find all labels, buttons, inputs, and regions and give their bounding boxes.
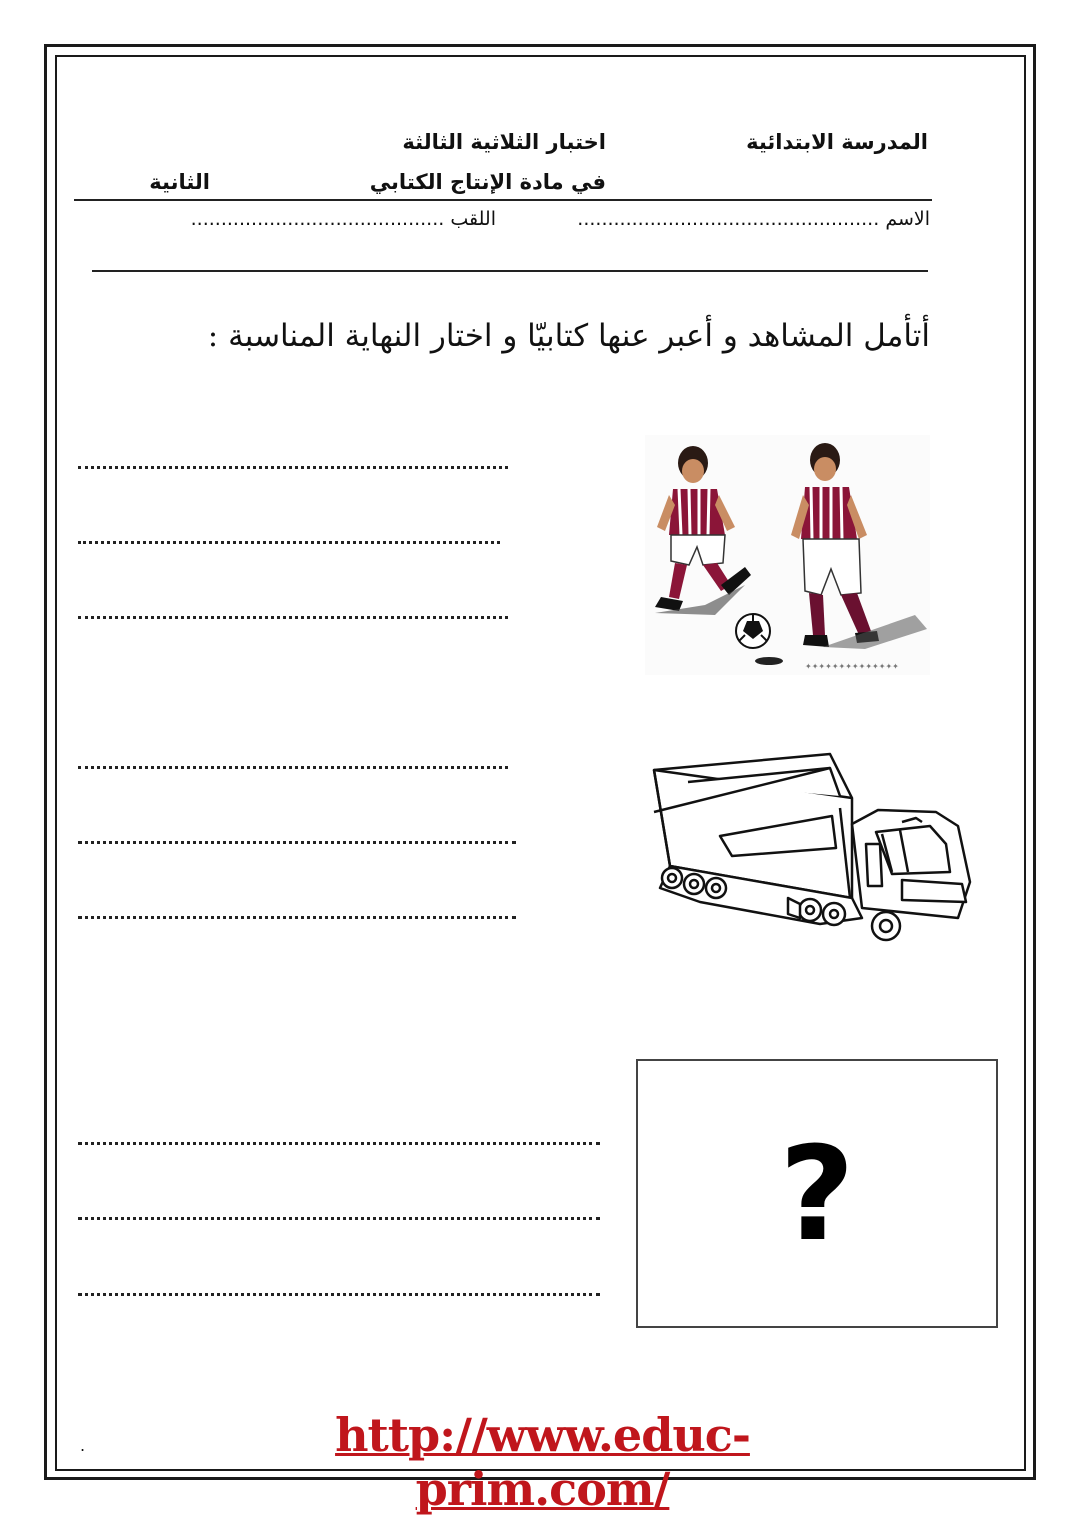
unknown-ending-box xyxy=(636,1059,998,1328)
answer-line-4[interactable] xyxy=(78,766,508,769)
football-players-icon xyxy=(645,435,930,675)
website-url[interactable]: http://www.educ-prim.com/ xyxy=(335,1408,750,1516)
fields-rule xyxy=(92,270,928,272)
answer-line-3[interactable] xyxy=(78,616,508,619)
truck-icon xyxy=(640,748,980,948)
answer-line-7[interactable] xyxy=(78,1142,600,1145)
surname-dots: .......................................... xyxy=(190,208,445,230)
grade-label: الثانية xyxy=(149,170,210,194)
answer-line-1[interactable] xyxy=(78,466,508,469)
header-rule xyxy=(74,199,932,201)
answer-line-6[interactable] xyxy=(78,916,516,919)
name-dots: .................................................. xyxy=(577,208,880,230)
name-label: الاسم xyxy=(885,208,930,230)
surname-field[interactable] xyxy=(191,208,496,230)
instruction-text: أتأمل المشاهد و أعبر عنها كتابيّا و اختار النهاية المناسبة : xyxy=(207,318,930,354)
answer-line-9[interactable] xyxy=(78,1293,600,1296)
answer-line-5[interactable] xyxy=(78,841,516,844)
question-mark-icon: ? xyxy=(779,1117,855,1270)
subject-title: في مادة الإنتاج الكتابي xyxy=(369,170,606,194)
svg-text:✦✦✦✦✦✦✦✦✦✦✦✦✦✦: ✦✦✦✦✦✦✦✦✦✦✦✦✦✦ xyxy=(805,662,899,671)
name-field[interactable] xyxy=(577,208,930,230)
stray-dot: . xyxy=(80,1436,86,1455)
answer-line-2[interactable] xyxy=(78,541,500,544)
school-name: المدرسة الابتدائية xyxy=(746,130,928,154)
exam-title: اختبار الثلاثية الثالثة xyxy=(402,130,606,154)
answer-line-8[interactable] xyxy=(78,1217,600,1220)
surname-label: اللقب xyxy=(450,208,496,230)
